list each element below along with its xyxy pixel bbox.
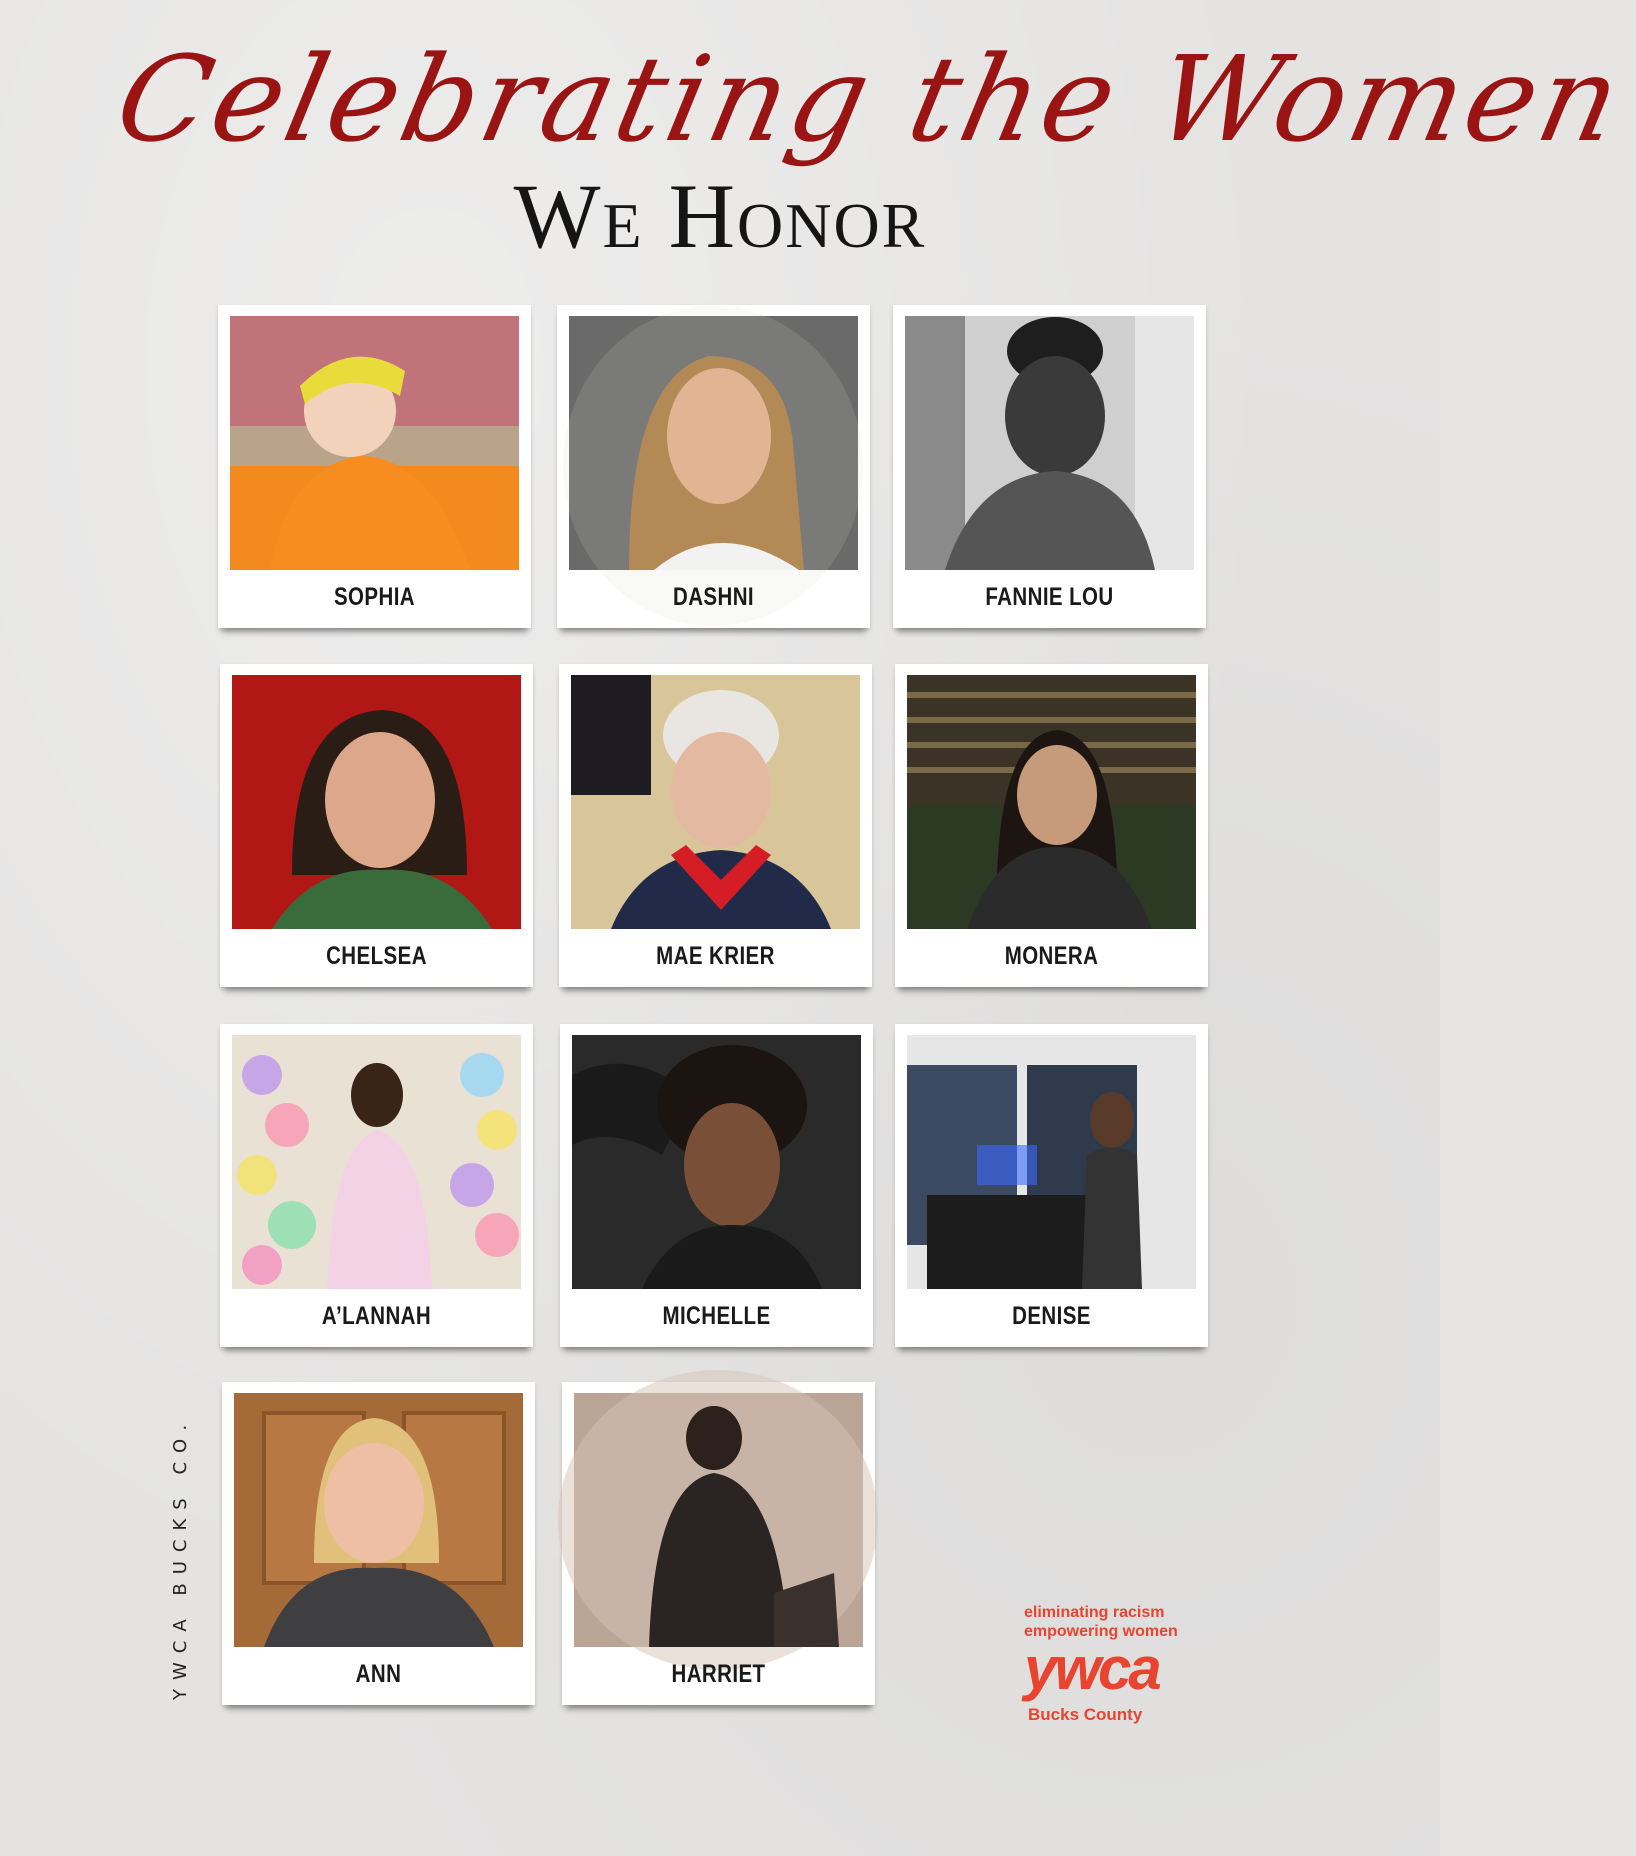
honoree-name: DASHNI [672,583,755,611]
logo-tagline: empowering women [1024,1623,1178,1640]
honoree-name: ANN [355,1660,402,1688]
honoree-photo [234,1393,523,1647]
honoree-name: MONERA [1004,942,1099,970]
page-subtitle: We Honor [513,165,927,267]
honoree-name: A’LANNAH [321,1302,432,1330]
honoree-card [895,1024,1208,1347]
honoree-card [893,305,1206,628]
honoree-card [895,664,1208,987]
honoree-photo [232,1035,521,1289]
logo-tagline: eliminating racism [1024,1604,1165,1621]
honoree-name: HARRIET [671,1660,766,1688]
side-org-label: YWCA BUCKS CO. [170,1415,191,1700]
honoree-name: MAE KRIER [656,942,775,970]
logo-wordmark: ywca [1024,1635,1159,1702]
honoree-photo [572,1035,861,1289]
honoree-name: DENISE [1012,1302,1091,1330]
honoree-photo [571,675,860,929]
honoree-photo [907,675,1196,929]
honoree-photo [230,316,519,570]
honoree-card [220,664,533,987]
honoree-photo [907,1035,1196,1289]
page-title: Celebrating the Women [105,30,1636,168]
honoree-card [560,1024,873,1347]
logo-county: Bucks County [1028,1705,1143,1724]
honoree-card [562,1382,875,1705]
honoree-card [557,305,870,628]
ywca-logo [1024,1603,1244,1725]
honoree-card [559,664,872,987]
honoree-card [218,305,531,628]
honoree-name: FANNIE LOU [985,583,1114,611]
honoree-name: CHELSEA [326,942,427,970]
honoree-name: MICHELLE [662,1302,771,1330]
honoree-photo [232,675,521,929]
honoree-photo [574,1393,863,1647]
honoree-photo [905,316,1194,570]
honoree-card [220,1024,533,1347]
honoree-photo [569,316,858,570]
honoree-card [222,1382,535,1705]
honoree-name: SOPHIA [333,583,416,611]
